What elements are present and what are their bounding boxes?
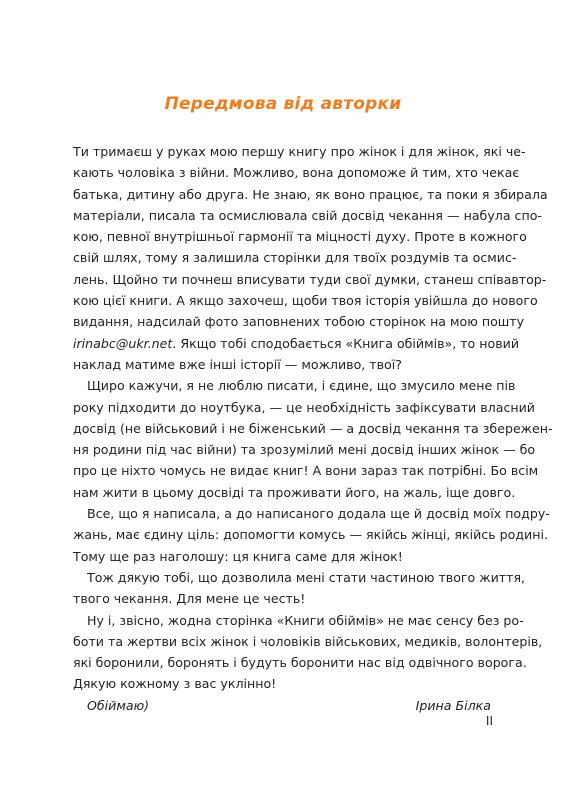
text-line: Все, що я написала, а до написаного додала ще й досвід моїх подру-	[87, 506, 550, 522]
paragraph-2	[73, 375, 553, 503]
signature-line	[73, 695, 491, 716]
author-name: Ірина Білка	[415, 697, 491, 713]
text-line: видання, надсилай фото заповнених тобою сторінок на мою пошту	[73, 314, 525, 330]
text-line-with-email	[73, 333, 520, 354]
email-link[interactable]: irinabc@ukr.net	[73, 335, 173, 351]
text-line: наклад матиме вже інші історії — можливо, твої?	[73, 356, 402, 372]
text-line: Ти тримаєш у руках мою першу книгу про жінок і для жінок, які че-	[73, 144, 526, 159]
text-line: Щиро кажучи, я не люблю писати, і єдине, що змусило мене пів	[87, 378, 516, 394]
text-line: Ну і, звісно, жодна сторінка «Книги обіймів» не має сенсу без ро-	[87, 612, 524, 628]
text-line: лень. Щойно ти почнеш вписувати туди свої думки, станеш співавтор-	[73, 271, 547, 287]
text-line: свій шлях, тому я залишила сторінки для твоїх роздумів та осмис-	[73, 250, 517, 266]
preface-body	[73, 141, 553, 716]
text-line: Дякую кожному з вас уклінно!	[73, 676, 277, 692]
text-line-tail: . Якщо тобі сподобається «Книга обіймів», то новий	[172, 335, 520, 351]
paragraph-3	[73, 503, 550, 567]
text-line: про це ніхто чомусь не видає книг! А вони зараз так потрібні. Бо всім	[73, 463, 539, 479]
page-title: Передмова від авторки	[164, 94, 402, 114]
text-line: жань, має єдину ціль: допомогти комусь — якійсь жінці, якійсь родині.	[73, 527, 548, 543]
text-line: боти та жертви всіх жінок і чоловіків військових, медиків, волонтерів,	[73, 633, 543, 649]
paragraph-5	[73, 610, 543, 695]
text-line: кають чоловіка з війни. Можливо, вона допоможе й тим, хто чекає	[73, 165, 520, 181]
text-line: року підходити до ноутбука, — це необхідність зафіксувати власний	[73, 399, 535, 415]
text-line: які боронили, боронять і будуть боронити нас від одвічного ворога.	[73, 655, 527, 671]
paragraph-4	[73, 567, 526, 610]
text-line: твого чекання. Для мене це честь!	[73, 591, 306, 607]
paragraph-1	[73, 141, 548, 375]
text-line: матеріали, писала та осмислювала свій досвід чекання — набула спо-	[73, 207, 542, 223]
text-line: батька, дитину або друга. Не знаю, як воно працює, та поки я збирала	[73, 186, 548, 202]
closing-text: Обіймаю)	[87, 697, 150, 713]
text-line: кою, певної внутрішньої гармонії та міцності духу. Проте в кожного	[73, 229, 527, 245]
text-line: кою цієї книги. А якщо захочеш, щоби твоя історія увійшла до нового	[73, 293, 538, 309]
page-number: II	[485, 714, 493, 728]
text-line: Тож дякую тобі, що дозволила мені стати частиною твого життя,	[87, 569, 526, 585]
text-line: нам жити в цьому досвіді та проживати його, на жаль, іще довго.	[73, 484, 516, 500]
text-line: Тому ще раз наголошу: ця книга саме для жінок!	[73, 548, 403, 564]
text-line: ня родини під час війни) та зрозумілий мені досвід інших жінок — бо	[73, 442, 536, 458]
text-line: досвід (не військовий і не біженський — а досвід чекання та збережен-	[73, 420, 553, 436]
